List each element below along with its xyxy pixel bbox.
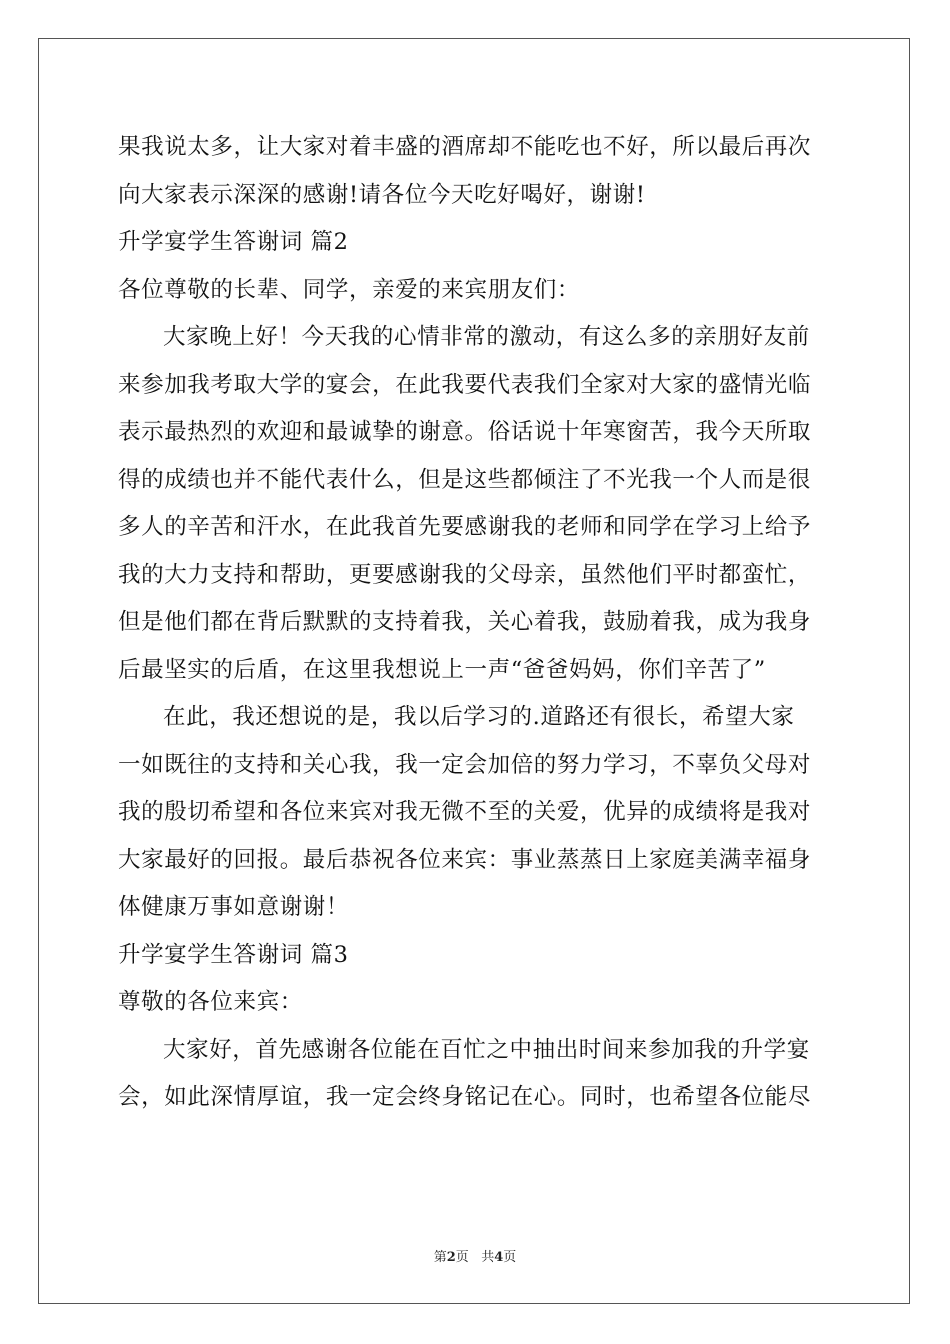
section2-paragraph-1 — [118, 314, 836, 694]
salutation-2: 各位尊敬的长辈、同学，亲爱的来宾朋友们： — [118, 276, 581, 303]
text-line: 我的殷切希望和各位来宾对我无微不至的关爱，优异的成绩将是我对 — [118, 799, 812, 825]
text-line: 体健康万事如意谢谢！ — [118, 894, 350, 920]
text-line: 大家最好的回报。最后恭祝各位来宾：事业蒸蒸日上家庭美满幸福身 — [118, 846, 812, 873]
page-footer — [0, 1246, 950, 1265]
text-line: 果我说太多，让大家对着丰盛的酒席却不能吃也不好，所以最后再次 — [118, 134, 812, 160]
footer-page-word: 页 — [455, 1250, 469, 1265]
section2-paragraph-2 — [118, 694, 836, 932]
section-heading-2: 升学宴学生答谢词 篇2 — [118, 229, 349, 255]
text-line: 大家晚上好！今天我的心情非常的激动，有这么多的亲朋好友前 — [163, 324, 810, 350]
salutation-3: 尊敬的各位来宾： — [118, 989, 303, 1015]
footer-prefix: 第 — [433, 1250, 447, 1265]
text-line: 来参加我考取大学的宴会，在此我要代表我们全家对大家的盛情光临 — [118, 371, 812, 398]
text-line: 向大家表示深深的感谢!请各位今天吃好喝好，谢谢! — [118, 181, 646, 208]
section-heading-3: 升学宴学生答谢词 篇3 — [118, 941, 349, 968]
document-body — [118, 124, 836, 1122]
total-page-count: 4 — [494, 1250, 504, 1265]
text-line: 一如既往的支持和关心我，我一定会加倍的努力学习，不辜负父母对 — [118, 751, 812, 778]
text-line: 后最坚实的后盾，在这里我想说上一声“爸爸妈妈，你们辛苦了” — [118, 656, 766, 683]
current-page-number: 2 — [446, 1250, 456, 1265]
text-line: 大家好，首先感谢各位能在百忙之中抽出时间来参加我的升学宴 — [163, 1036, 810, 1063]
text-line: 我的大力支持和帮助，更要感谢我的父母亲，虽然他们平时都蛮忙， — [118, 561, 812, 588]
text-line: 多人的辛苦和汗水，在此我首先要感谢我的老师和同学在学习上给予 — [118, 514, 812, 540]
footer-total-prefix: 共 — [481, 1250, 495, 1265]
text-line: 表示最热烈的欢迎和最诚挚的谢意。俗话说十年寒窗苦，我今天所取 — [118, 419, 812, 445]
footer-total-suffix: 页 — [503, 1250, 517, 1265]
text-line: 在此，我还想说的是，我以后学习的.道路还有很长，希望大家 — [163, 704, 795, 730]
text-line: 得的成绩也并不能代表什么，但是这些都倾注了不光我一个人而是很 — [118, 466, 812, 493]
text-line: 但是他们都在背后默默的支持着我，关心着我，鼓励着我，成为我身 — [118, 609, 812, 635]
text-line: 会，如此深情厚谊，我一定会终身铭记在心。同时，也希望各位能尽 — [118, 1084, 812, 1110]
continuation-paragraph — [118, 124, 836, 219]
section3-paragraph-1 — [118, 1027, 836, 1122]
